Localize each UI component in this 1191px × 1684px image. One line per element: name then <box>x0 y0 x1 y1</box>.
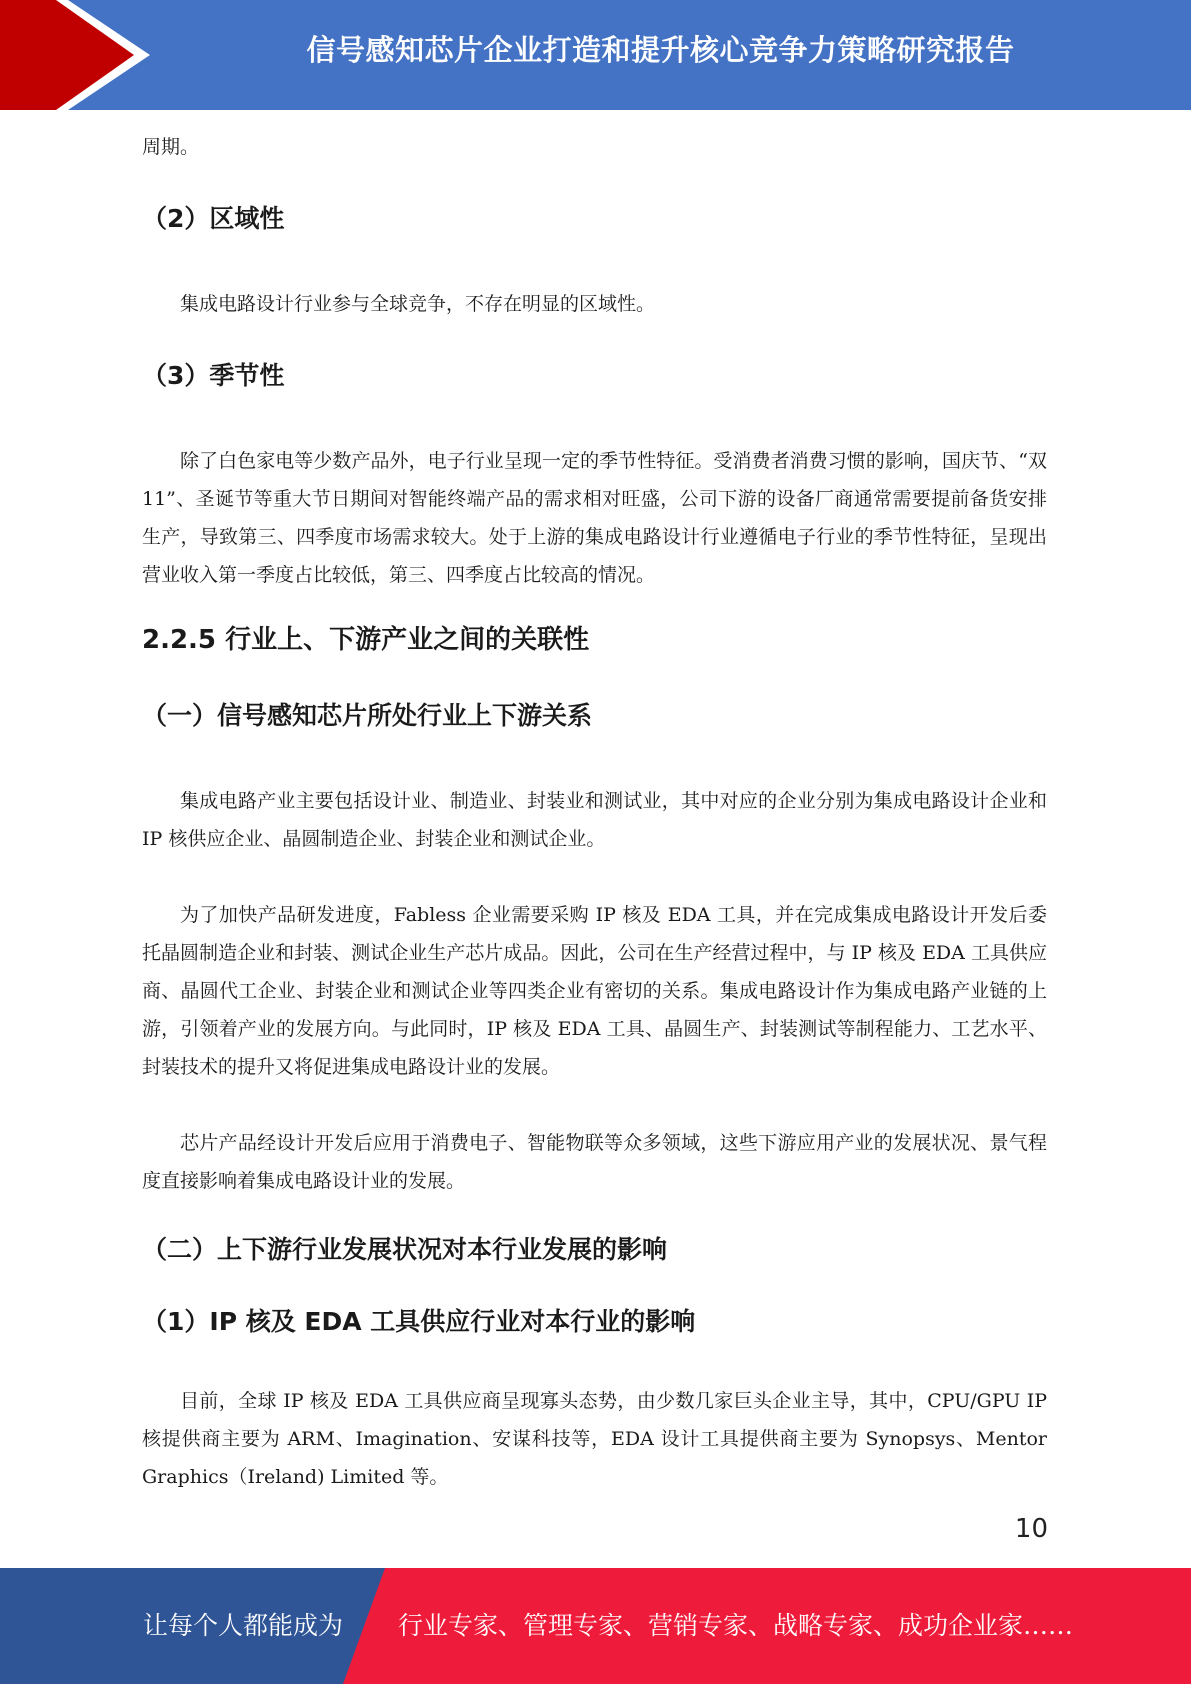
paragraph-region: 集成电路设计行业参与全球竞争，不存在明显的区域性。 <box>180 293 656 315</box>
paragraph-continuation: 周期。 <box>142 136 200 158</box>
page-number: 10 <box>1014 1514 1048 1544</box>
page-footer <box>0 1568 1191 1684</box>
report-title: 信号感知芯片企业打造和提升核心竞争力策略研究报告 <box>306 33 1015 67</box>
heading-ip-eda: （1）IP 核及 EDA 工具供应行业对本行业的影响 <box>142 1307 696 1336</box>
paragraph-fabless: 为了加快产品研发进度，Fabless 企业需要采购 IP 核及 EDA 工具，并在完成集成电路设计开发后委托晶圆制造企业和封装、测试企业生产芯片成品。因此，公司在生产经营过程中，与 IP 核及 EDA 工具供应商、晶圆代工企业、封装企业和测试企业等四类企业有密切的关系。集成电路设计作为集成电路产业链的上游，引领着产业的发展方向。与此同时，IP 核及 EDA 工具、晶圆生产、封装测试等制程能力、工艺水平、封装技术的提升又将促进集成电路设计业的发展。 <box>142 904 1047 1078</box>
page-header <box>0 0 1191 110</box>
heading-upstream-downstream: （一）信号感知芯片所处行业上下游关系 <box>142 701 593 730</box>
main-content <box>142 128 1047 1496</box>
paragraph-seasonality: 除了白色家电等少数产品外，电子行业呈现一定的季节性特征。受消费者消费习惯的影响，国庆节、“双 11”、圣诞节等重大节日期间对智能终端产品的需求相对旺盛，公司下游的设备厂商通常需要提前备货安排生产，导致第三、四季度市场需求较大。处于上游的集成电路设计行业遵循电子行业的季节性特征，呈现出营业收入第一季度占比较低，第三、四季度占比较高的情况。 <box>142 450 1047 586</box>
paragraph-ic-industry: 集成电路产业主要包括设计业、制造业、封装业和测试业，其中对应的企业分别为集成电路设计企业和 IP 核供应企业、晶圆制造企业、封装企业和测试企业。 <box>142 790 1047 850</box>
heading-impact: （二）上下游行业发展状况对本行业发展的影响 <box>142 1235 668 1264</box>
footer-slogan-right: 行业专家、管理专家、营销专家、战略专家、成功企业家…… <box>398 1611 1074 1640</box>
paragraph-downstream: 芯片产品经设计开发后应用于消费电子、智能物联等众多领域，这些下游应用产业的发展状况、景气程度直接影响着集成电路设计业的发展。 <box>142 1132 1047 1192</box>
heading-seasonality: （3）季节性 <box>142 361 285 390</box>
footer-slogan-left: 让每个人都能成为 <box>143 1611 344 1640</box>
heading-region: （2）区域性 <box>142 204 285 233</box>
paragraph-ip-eda: 目前，全球 IP 核及 EDA 工具供应商呈现寡头态势，由少数几家巨头企业主导，其中，CPU/GPU IP 核提供商主要为 ARM、Imagination、安谋科技等，EDA 设计工具提供商主要为 Synopsys、Mentor Graphics（Ireland) Limited 等。 <box>142 1390 1047 1488</box>
heading-2-2-5: 2.2.5 行业上、下游产业之间的关联性 <box>142 625 590 655</box>
